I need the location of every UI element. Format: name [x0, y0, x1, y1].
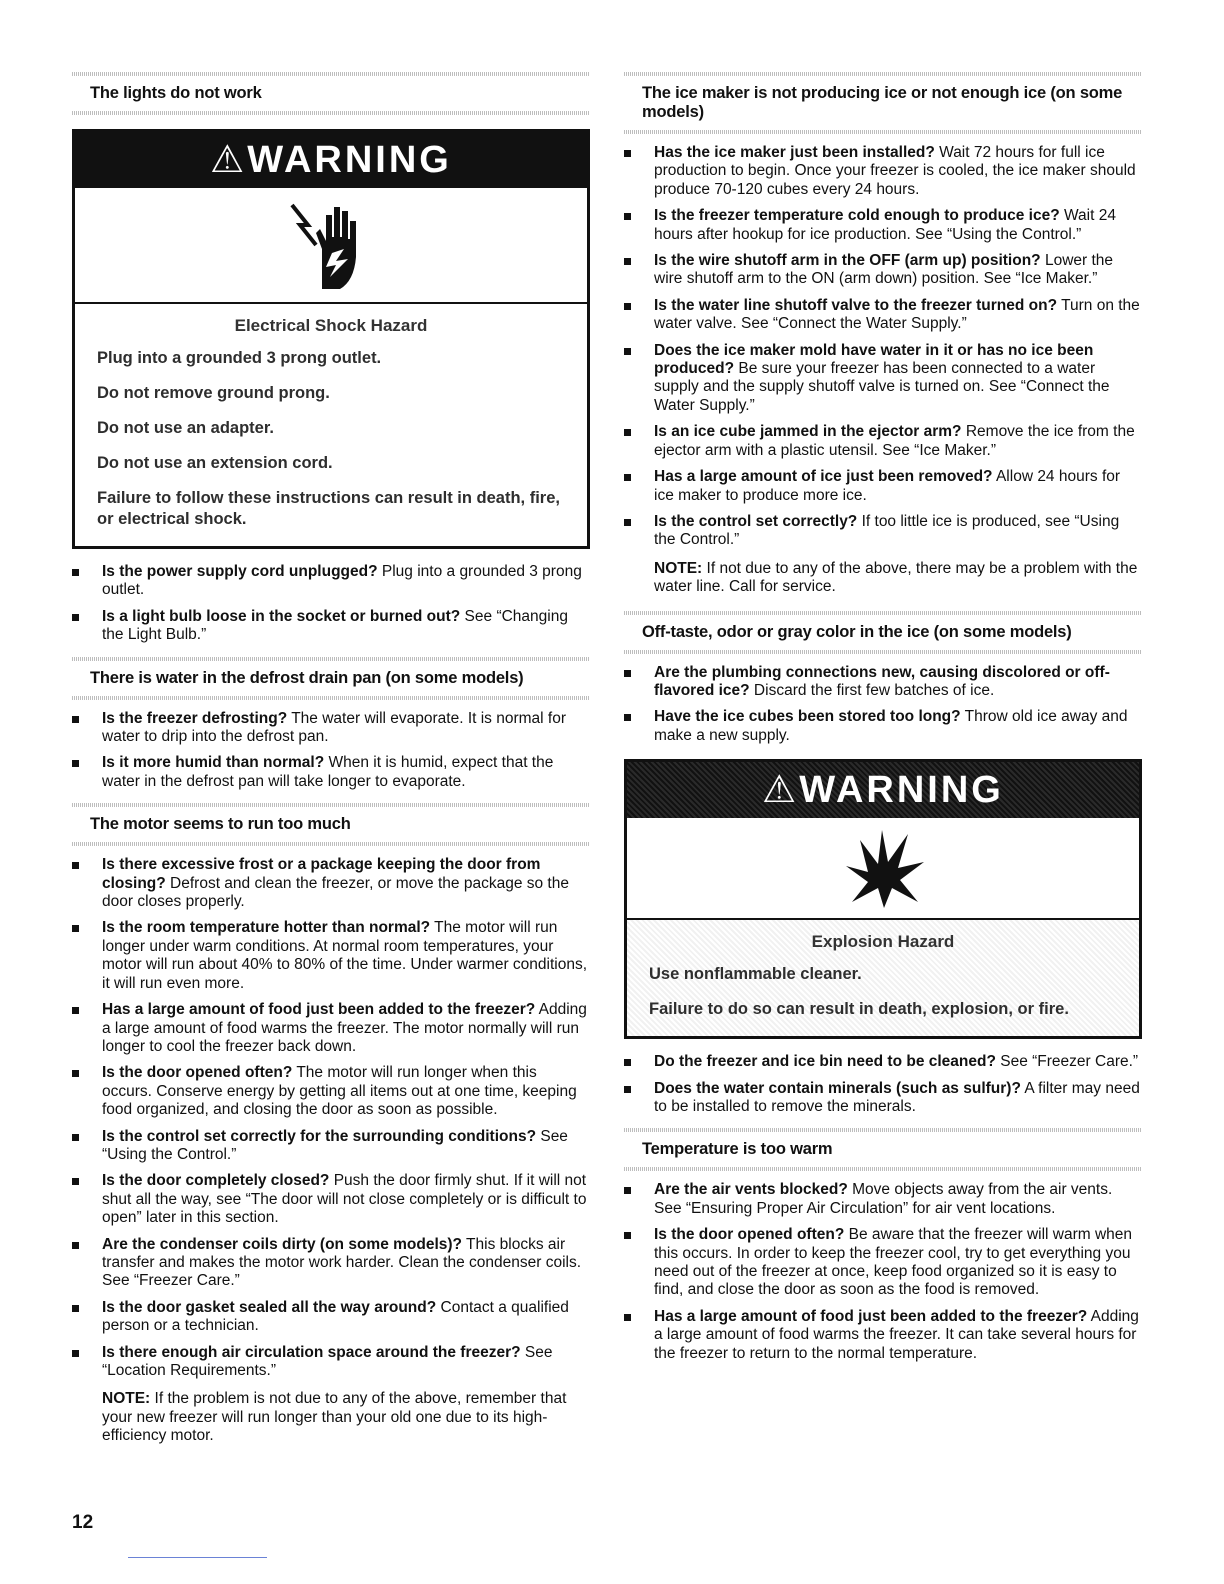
list-item: Is the freezer temperature cold enough to produce ice? Wait 24 hours after hookup for ice production. See “Using the Control.” — [624, 207, 1142, 244]
warning-line: Failure to follow these instructions can result in death, fire, or electrical shock. — [97, 489, 560, 528]
electrical-shock-hand-icon — [286, 197, 376, 293]
list-item: Are the air vents blocked? Move objects away from the air vents. See “Ensuring Proper Air Circulation” for air vent locations. — [624, 1181, 1142, 1218]
warning-triangle-icon: ⚠ — [210, 139, 248, 181]
lights-list — [72, 563, 590, 645]
list-item: Are the plumbing connections new, causing discolored or off-flavored ice? Discard the first few batches of ice. — [624, 664, 1142, 701]
explosion-warning — [624, 759, 1142, 1039]
warning-text — [627, 920, 1139, 1036]
list-item: Is the freezer defrosting? The water will evaporate. It is normal for water to drip into the defrost pan. — [72, 710, 590, 747]
warning-line: Do not use an extension cord. — [97, 454, 333, 472]
section-heading-warm: Temperature is too warm — [624, 1128, 1142, 1171]
left-column — [72, 72, 590, 1460]
list-item: Is the control set correctly for the surrounding conditions? See “Using the Control.” — [72, 1128, 590, 1165]
list-item: Is the control set correctly? If too little ice is produced, see “Using the Control.” — [624, 513, 1142, 550]
list-item: Do the freezer and ice bin need to be cleaned? See “Freezer Care.” — [624, 1053, 1142, 1071]
list-item: Has a large amount of ice just been removed? Allow 24 hours for ice maker to produce more ice. — [624, 468, 1142, 505]
icemaker-note: NOTE: If not due to any of the above, there may be a problem with the water line. Call for service. — [654, 559, 1138, 596]
list-item: Is the door completely closed? Push the door firmly shut. If it will not shut all the way, see “The door will not close completely or is difficult to open” later in this section. — [72, 1172, 590, 1227]
warning-label: WARNING — [247, 139, 452, 181]
hazard-title: Electrical Shock Hazard — [234, 316, 428, 335]
warm-list — [624, 1181, 1142, 1363]
warning-pictogram — [627, 818, 1139, 920]
list-item: Does the water contain minerals (such as sulfur)? A filter may need to be installed to remove the minerals. — [624, 1080, 1142, 1117]
motor-note: NOTE: If the problem is not due to any of the above, remember that your new freezer will run longer than your old one due to its high-efficiency motor. — [102, 1390, 567, 1445]
offtaste-list — [624, 664, 1142, 746]
warning-pictogram — [75, 188, 587, 304]
list-item: Is it more humid than normal? When it is humid, expect that the water in the defrost pan will take longer to evaporate. — [72, 754, 590, 791]
warning-line: Failure to do so can result in death, explosion, or fire. — [649, 1000, 1069, 1019]
electrical-shock-warning — [72, 129, 590, 549]
list-item: Has a large amount of food just been added to the freezer? Adding a large amount of food warms the freezer. It can take several hours for the freezer to return to the normal temperature. — [624, 1308, 1142, 1363]
warning-triangle-icon: ⚠ — [762, 769, 800, 812]
footer-rule — [128, 1557, 267, 1558]
offtaste-list-continued — [624, 1053, 1142, 1116]
section-heading-motor: The motor seems to run too much — [72, 803, 590, 846]
warning-line: Use nonflammable cleaner. — [649, 965, 862, 984]
list-item: Does the ice maker mold have water in it or has no ice been produced? Be sure your freezer has been connected to a water supply and the supply shutoff valve is turned on. See “Connect the Water Supply.” — [624, 342, 1142, 416]
list-item: Is the wire shutoff arm in the OFF (arm up) position? Lower the wire shutoff arm to the ON (arm down) position. See “Ice Maker.” — [624, 252, 1142, 289]
section-heading-lights: The lights do not work — [72, 72, 590, 115]
list-item: Is the power supply cord unplugged? Plug into a grounded 3 prong outlet. — [72, 563, 590, 600]
defrost-list — [72, 710, 590, 792]
list-item: Is an ice cube jammed in the ejector arm? Remove the ice from the ejector arm with a plastic utensil. See “Ice Maker.” — [624, 423, 1142, 460]
motor-list — [72, 856, 590, 1380]
list-item: Is the water line shutoff valve to the freezer turned on? Turn on the water valve. See “Connect the Water Supply.” — [624, 297, 1142, 334]
hazard-title: Explosion Hazard — [811, 932, 955, 952]
page-number: 12 — [72, 1512, 94, 1533]
list-item: Are the condenser coils dirty (on some models)? This blocks air transfer and makes the motor work harder. Clean the condenser coils. See “Freezer Care.” — [72, 1236, 590, 1291]
list-item: Is the room temperature hotter than normal? The motor will run longer under warm conditions. At normal room temperatures, your motor will run about 40% to 80% of the time. Under warmer conditions, it will run even more. — [72, 919, 590, 993]
list-item: Is the door opened often? The motor will run longer when this occurs. Conserve energy by getting all items out at one time, keeping food organized, and closing the door as soon as possible. — [72, 1064, 590, 1119]
list-item: Is there enough air circulation space around the freezer? See “Location Requirements.” — [72, 1344, 590, 1381]
list-item: Is the door gasket sealed all the way around? Contact a qualified person or a technician. — [72, 1299, 590, 1336]
warning-text — [75, 304, 587, 546]
list-item: Has a large amount of food just been added to the freezer? Adding a large amount of food warms the freezer. The motor normally will run longer to cool the freezer back down. — [72, 1001, 590, 1056]
list-item: Is a light bulb loose in the socket or burned out? See “Changing the Light Bulb.” — [72, 608, 590, 645]
list-item: Is the door opened often? Be aware that the freezer will warm when this occurs. In order to keep the freezer cool, try to get everything you need out of the freezer at once, keep food organized so it is easy to find, and close the door as soon as the food is removed. — [624, 1226, 1142, 1300]
warning-banner — [627, 762, 1139, 818]
list-item: Have the ice cubes been stored too long? Throw old ice away and make a new supply. — [624, 708, 1142, 745]
warning-banner — [75, 132, 587, 188]
icemaker-list — [624, 144, 1142, 550]
section-heading-offtaste: Off-taste, odor or gray color in the ice (on some models) — [624, 611, 1142, 654]
warning-line: Do not use an adapter. — [97, 419, 274, 437]
section-heading-defrost: There is water in the defrost drain pan (on some models) — [72, 657, 590, 700]
warning-line: Plug into a grounded 3 prong outlet. — [97, 349, 382, 367]
list-item: Is there excessive frost or a package keeping the door from closing? Defrost and clean the freezer, or move the package so the door closes properly. — [72, 856, 590, 911]
right-column — [624, 72, 1142, 1375]
warning-label: WARNING — [799, 769, 1004, 812]
explosion-hazard-icon — [838, 826, 928, 910]
list-item: Has the ice maker just been installed? Wait 72 hours for full ice production to begin. Once your freezer is cooled, the ice maker should produce 70-120 cubes every 24 hours. — [624, 144, 1142, 199]
section-heading-icemaker: The ice maker is not producing ice or not enough ice (on some models) — [624, 72, 1142, 134]
warning-line: Do not remove ground prong. — [97, 384, 330, 402]
